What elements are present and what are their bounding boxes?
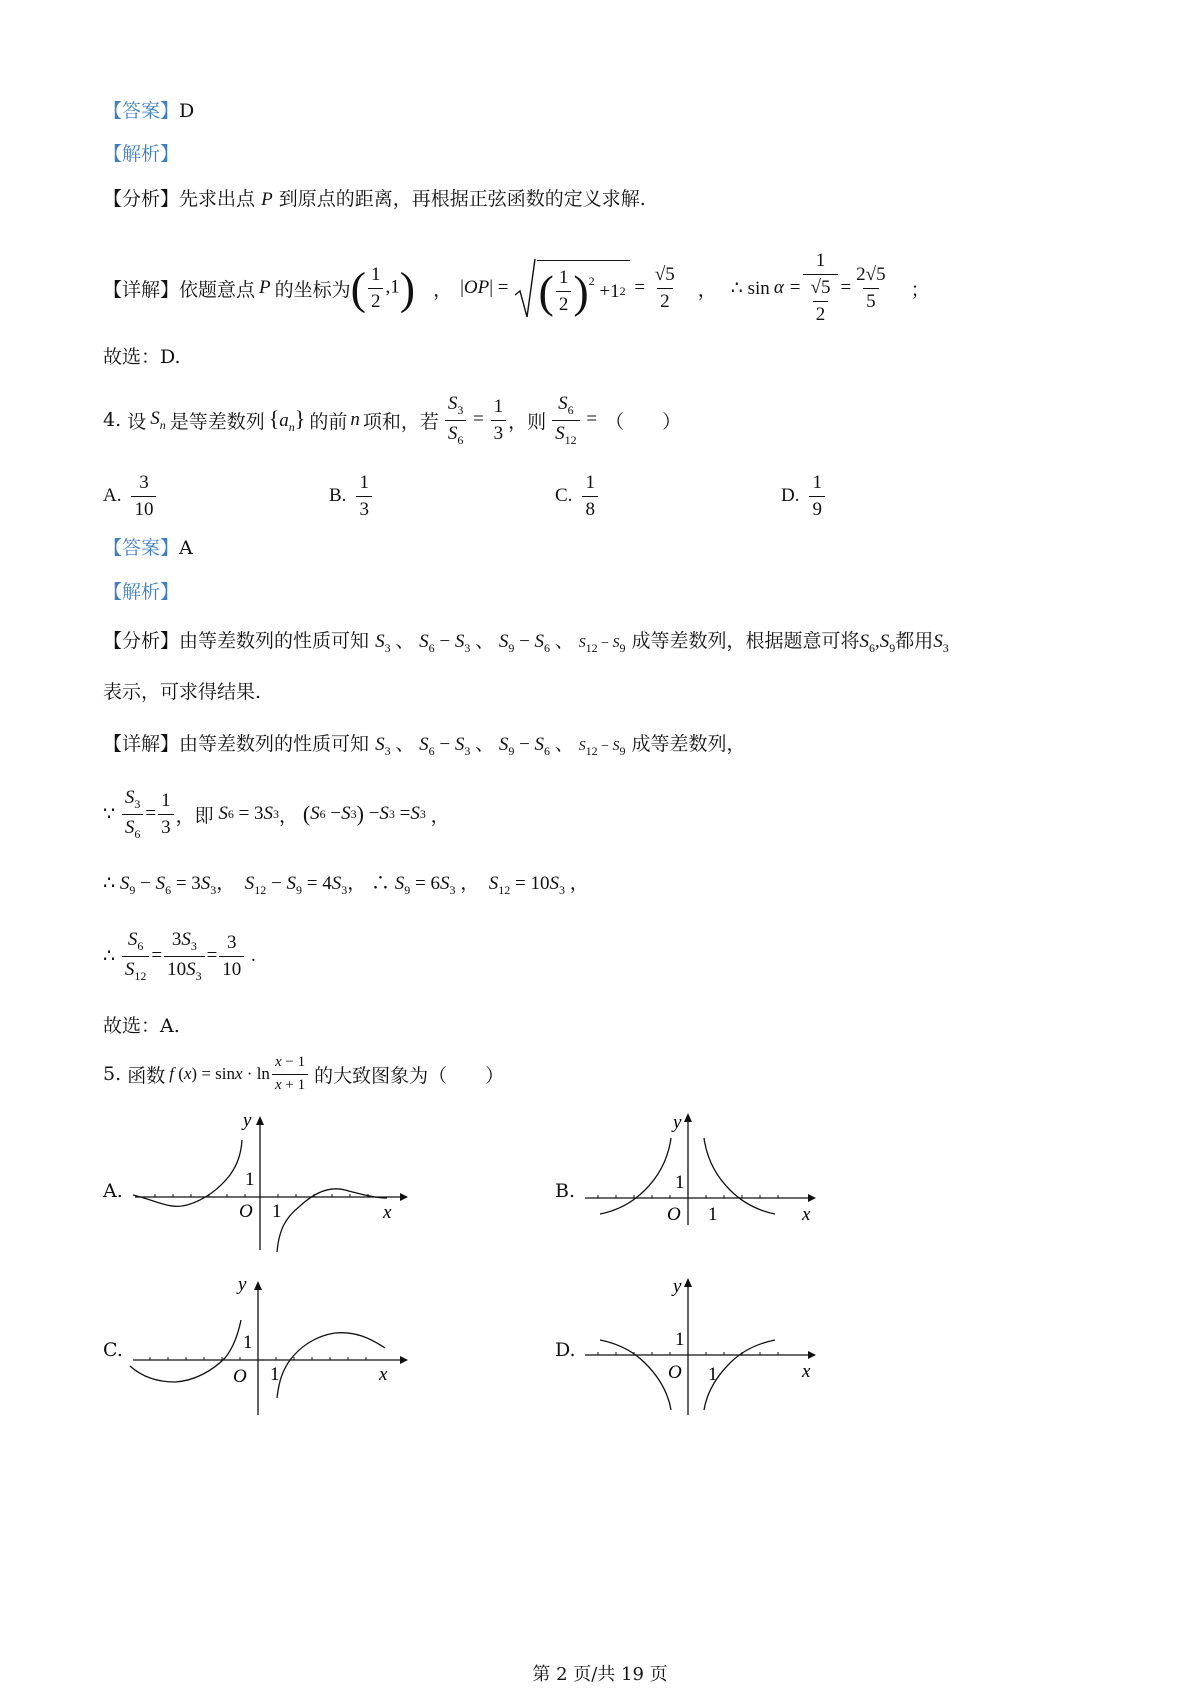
fenxi-text: 都用 xyxy=(895,630,934,652)
option-label: D. xyxy=(781,485,800,506)
q4-derivation-line-1: ∵ $\frac{S_3}{S_6}$ = $\frac{1}{3}$ ，即 S 6 = 3 S 3 ， ( S 6 − S 3 ) − S 3 = S 3 ， xyxy=(103,786,450,841)
fenxi-tag: 【分析】 xyxy=(103,630,180,652)
point-var: P xyxy=(259,277,271,298)
y-axis-label: y xyxy=(243,1110,252,1131)
q4-derivation-line-3: ∴ $\frac{S_6}{S_{12}}$ = $\frac{3S_3}{10S_3}$ = $\frac{3}{10}$ . xyxy=(103,928,256,983)
x-axis-label: x xyxy=(383,1202,392,1223)
answer-tag: 【答案】 xyxy=(103,100,180,122)
stem-text: ，则 xyxy=(508,410,547,433)
option-numerator: 1 xyxy=(585,471,595,493)
q5-option-c-graph[interactable] xyxy=(125,1270,415,1420)
option-label: B. xyxy=(329,485,347,506)
stem-text: 的前 xyxy=(309,410,348,433)
q5-option-a-label[interactable]: A. xyxy=(103,1180,123,1202)
q4-fenxi-line: 【分析】由等差数列的性质可知 $S_3$ 、 $S_6 - S_3$ 、 $S_9 - S_6$ 、 S12 − S9 成等差数列，根据题意可将$S_6,S_9$都用$S_3$ xyxy=(103,630,949,655)
q4-answer-line xyxy=(103,533,193,560)
origin-label: O xyxy=(668,1362,682,1383)
x-tick-one: 1 xyxy=(708,1204,718,1225)
question-number: 4. xyxy=(103,409,122,431)
q5-option-d-graph[interactable] xyxy=(580,1270,840,1420)
question-number: 5. xyxy=(103,1063,122,1085)
fenxi-text: 到原点的距离，再根据正弦函数的定义求解. xyxy=(278,188,646,210)
option-denominator: 10 xyxy=(131,496,156,521)
q4-stem: 4. 设 $S_n$ 是等差数列 $\{a_n\}$ 的前 n 项和，若 $\frac{S_3}{S_6}$ = $\frac{1}{3}$ ，则 $\frac{S_6}{S_{12}}$ = （ ） xyxy=(103,392,682,447)
stem-text: 的大致图象为（ ） xyxy=(314,1064,505,1087)
y-tick-one: 1 xyxy=(675,1172,685,1193)
y-axis-label: y xyxy=(673,1112,682,1133)
option-numerator: 1 xyxy=(359,471,369,493)
target-ratio-formula: $\frac{S_6}{S_{12}}$ = xyxy=(550,393,597,448)
connector-text: ，即 xyxy=(175,804,214,827)
option-denominator: 3 xyxy=(356,496,372,521)
xiangjie-text: 成等差数列， xyxy=(631,733,746,755)
q5-option-c-label[interactable]: C. xyxy=(103,1339,123,1361)
q4-analysis-tag: 【解析】 xyxy=(103,581,180,603)
xiangjie-text: 由等差数列的性质可知 xyxy=(179,733,370,755)
xiangjie-text: 依题意点 xyxy=(179,278,256,301)
origin-label: O xyxy=(667,1204,681,1225)
sn-symbol: $S_n$ xyxy=(150,407,166,432)
xiangjie-tag: 【详解】 xyxy=(103,733,180,755)
stem-text: 函数 xyxy=(127,1064,166,1087)
fenxi-text: 先求出点 xyxy=(179,188,256,210)
fenxi-text: 成等差数列，根据题意可将 xyxy=(631,630,860,652)
x-axis-label: x xyxy=(802,1361,811,1382)
q3-conclusion: 故选：D. xyxy=(103,346,181,368)
y-tick-one: 1 xyxy=(245,1169,255,1190)
q5-option-a-graph[interactable] xyxy=(125,1110,415,1260)
option-label: C. xyxy=(555,485,573,506)
option-label: A. xyxy=(103,485,122,506)
y-axis-label: y xyxy=(673,1276,682,1297)
op-distance-formula: | OP | = ( $\frac{1}{2}$ ) $^2$ +1 $_2$ = $\frac{√5}{2}$ xyxy=(460,257,680,319)
option-numerator: 3 xyxy=(139,471,149,493)
point-coordinate-formula: ( $\frac{1}{2}$ ,1) xyxy=(350,262,416,313)
q4-option-c[interactable] xyxy=(555,468,600,524)
option-numerator: 1 xyxy=(812,471,822,493)
x-tick-one: 1 xyxy=(270,1364,280,1385)
q3-analysis-tag: 【解析】 xyxy=(103,143,180,165)
q4-option-d[interactable] xyxy=(781,468,827,524)
sum-differences-formula: $S_3$ 、 $S_6 - S_3$ 、 $S_9 - S_6$ 、 S12 − S9 xyxy=(375,631,626,655)
xiangjie-tag: 【详解】 xyxy=(103,278,180,301)
q4-option-b[interactable] xyxy=(329,468,374,524)
xiangjie-text: 的坐标为 xyxy=(274,278,351,301)
answer-value: A xyxy=(179,537,193,559)
q5-stem xyxy=(103,1048,504,1100)
sqrt-sign-icon xyxy=(513,257,537,319)
q3-xiangjie-line: 【详解】 依题意点 P 的坐标为 ( $\frac{1}{2}$ ,1) ， | OP | = ( $\frac{1}{2}$ ) $^2$ +1 $_2$ = $\frac{√5}{2}$ ， ∴ sin α = $\frac{1}{\frac{√5}{2}}$ = $\frac{2√5}{5}$ ； xyxy=(103,250,930,325)
origin-label: O xyxy=(233,1366,247,1387)
q4-fenxi-line-2: 表示，可求得结果. xyxy=(103,681,262,703)
answer-tag: 【答案】 xyxy=(103,537,180,559)
q4-option-a[interactable] xyxy=(103,468,158,524)
answer-value: D xyxy=(179,100,195,122)
x-axis-label: x xyxy=(802,1204,811,1225)
sin-alpha-formula: ∴ sin α = $\frac{1}{\frac{√5}{2}}$ = $\frac{2√5}{5}$ xyxy=(730,250,886,325)
answer-blank: （ ） xyxy=(605,410,682,433)
y-tick-one: 1 xyxy=(675,1329,685,1350)
q5-option-d-label[interactable]: D. xyxy=(555,1339,576,1361)
x-tick-one: 1 xyxy=(272,1201,282,1222)
option-denominator: 9 xyxy=(809,496,825,521)
fenxi-tag: 【分析】 xyxy=(103,188,180,210)
q4-derivation-line-2: ∴ $S_9 - S_6 = 3S_3$， $S_{12} - S_9 = 4S_3$， ∴ $S_9 = 6S_3$ ， $S_{12} = 10S_3$ ， xyxy=(103,873,589,897)
x-tick-one: 1 xyxy=(708,1364,718,1385)
stem-text: 设 xyxy=(127,410,147,433)
origin-label: O xyxy=(239,1201,253,1222)
q5-option-b-graph[interactable] xyxy=(580,1110,840,1230)
given-ratio-formula: $\frac{S_3}{S_6}$ = $\frac{1}{3}$ xyxy=(443,393,508,448)
stem-text: 项和，若 xyxy=(362,410,439,433)
function-formula: f ( x ) = sin x · ln $\frac{x - 1}{x + 1}$ xyxy=(169,1054,310,1094)
point-var: P xyxy=(261,189,273,210)
sum-differences-formula: $S_3$ 、 $S_6 - S_3$ 、 $S_9 - S_6$ 、 S12 − S9 xyxy=(375,734,626,758)
x-axis-label: x xyxy=(379,1364,388,1385)
stem-text: 是等差数列 xyxy=(169,410,265,433)
fenxi-text: 由等差数列的性质可知 xyxy=(179,630,370,652)
q3-fenxi-line xyxy=(103,184,646,211)
y-tick-one: 1 xyxy=(243,1332,253,1353)
option-denominator: 8 xyxy=(582,496,598,521)
page-footer: 第 2 页/共 19 页 xyxy=(532,1664,668,1685)
sequence-symbol: $\{a_n\}$ xyxy=(268,405,306,434)
q3-answer-line xyxy=(103,96,194,123)
q4-xiangjie-line xyxy=(103,729,746,759)
q5-option-b-label[interactable]: B. xyxy=(555,1180,576,1202)
y-axis-label: y xyxy=(238,1274,247,1295)
q4-conclusion: 故选：A. xyxy=(103,1015,180,1037)
